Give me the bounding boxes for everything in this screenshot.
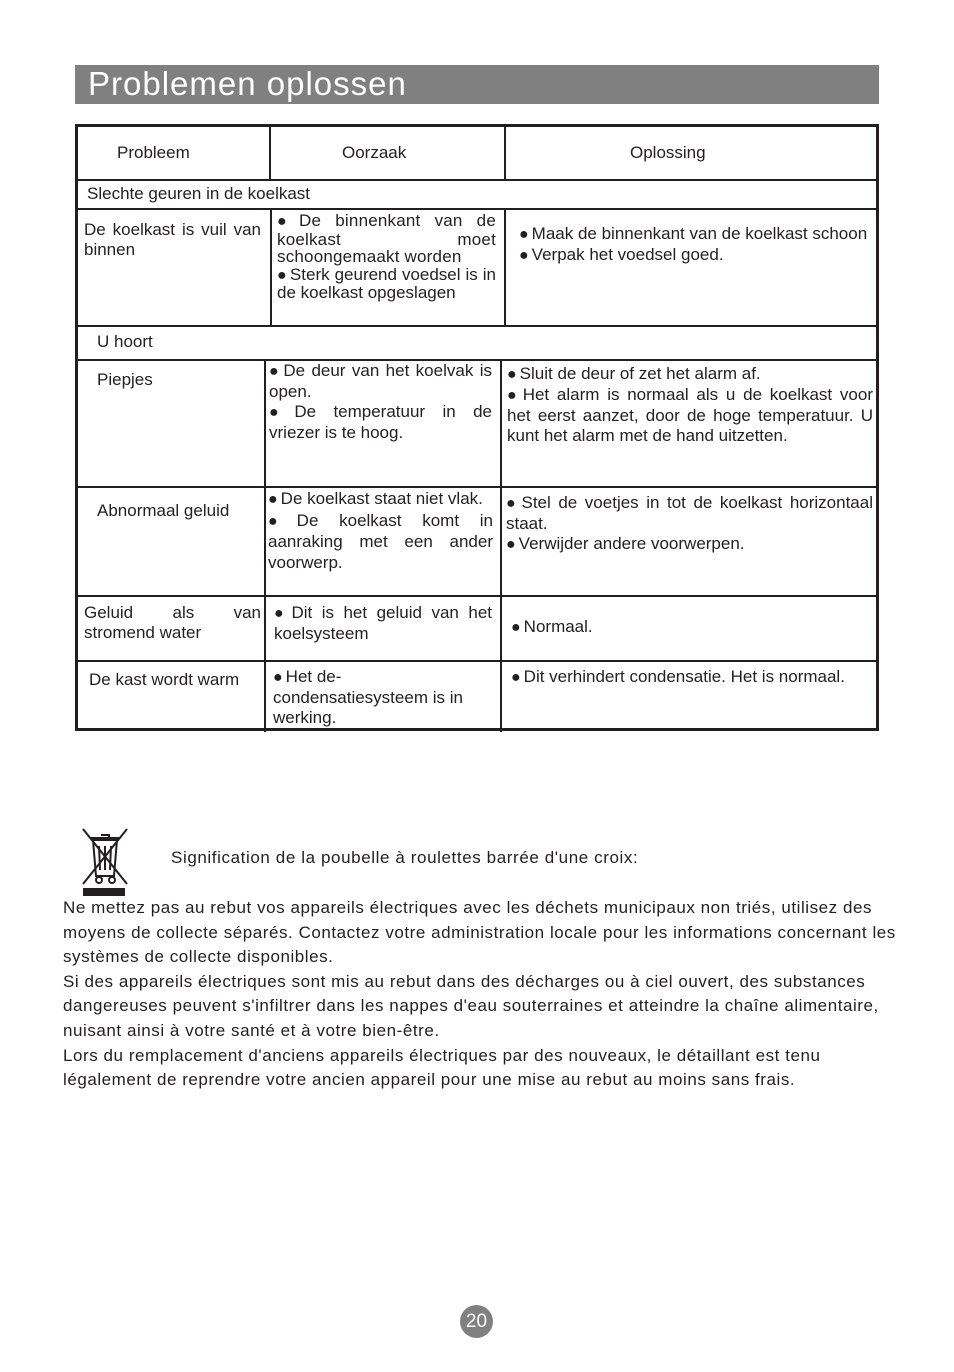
column-header-solution: Oplossing <box>630 143 706 162</box>
table-row <box>89 670 239 690</box>
table-row <box>84 603 261 643</box>
problem-text: De koelkast is vuil van binnen <box>84 220 261 259</box>
solution-cell <box>519 224 874 266</box>
section-label-smells: Slechte geuren in de koelkast <box>87 184 311 203</box>
cause-item: ● Dit is het geluid van het koelsysteem <box>274 603 492 644</box>
troubleshooting-table <box>75 124 879 731</box>
weee-paragraph: Si des appareils électriques sont mis au rebut dans des décharges ou à ciel ouvert, des substances dangereuses peuvent s'infiltrer dans les nappes d'eau souterraines et atteindre la chaîne alimentaire, nuisant ainsi à votre santé et à votre bien-être. <box>63 971 879 1040</box>
table-row <box>97 370 153 390</box>
solution-item: ● Dit verhindert condensatie. Het is normaal. <box>511 667 873 688</box>
solution-item: ● Stel de voetjes in tot de koelkast horizontaal staat. <box>506 493 873 534</box>
cause-item: ● De koelkast staat niet vlak. <box>268 489 493 511</box>
crossed-out-wheelie-bin-icon <box>80 826 130 898</box>
page-title: Problemen oplossen <box>88 65 407 102</box>
solution-item: ● Het alarm is normaal als u de koelkast voor het eerst aanzet, door de hoge temperatuur. U kunt het alarm met de hand uitzetten. <box>507 385 873 446</box>
cause-cell <box>268 489 493 573</box>
solution-cell <box>511 667 873 688</box>
section-label-sounds: U hoort <box>97 332 153 351</box>
solution-cell <box>507 364 873 446</box>
weee-paragraph: Ne mettez pas au rebut vos appareils électriques avec les déchets municipaux non triés, utilisez des moyens de collecte séparés. Contactez votre administration locale pour les informations concernant les systèmes de collecte disponibles. <box>63 898 896 967</box>
table-row <box>84 220 261 260</box>
problem-text: Piepjes <box>97 370 153 389</box>
cause-cell <box>274 603 492 644</box>
page-header <box>75 65 879 104</box>
cause-item: ● Sterk geurend voedsel is in de koelkast opgeslagen <box>277 266 496 302</box>
cause-item: ● De binnenkant van de koelkast moet schoongemaakt worden <box>277 212 496 266</box>
problem-text: De kast wordt warm <box>89 670 240 689</box>
problem-text: Abnormaal geluid <box>97 501 230 520</box>
solution-item: ● Verwijder andere voorwerpen. <box>506 534 873 555</box>
solution-item: ● Maak de binnenkant van de koelkast schoon <box>519 224 874 245</box>
weee-paragraph: Lors du remplacement d'anciens appareils électriques par des nouveaux, le détaillant est tenu légalement de reprendre votre ancien appareil pour une mise au rebut au moins sans frais. <box>63 1045 821 1090</box>
weee-notice <box>63 896 913 1093</box>
solution-cell <box>506 493 873 555</box>
cause-item: ● De temperatuur in de vriezer is te hoog. <box>269 402 492 443</box>
solution-item: ● Sluit de deur of zet het alarm af. <box>507 364 873 385</box>
column-header-cause: Oorzaak <box>342 143 407 162</box>
page-number: 20 <box>460 1305 493 1338</box>
cause-cell <box>273 667 473 728</box>
solution-item: ● Normaal. <box>511 617 873 638</box>
solution-cell <box>511 617 873 638</box>
problem-text: Geluid als van stromend water <box>84 603 261 642</box>
cause-item: ● Het de-condensatiesysteem is in werking. <box>273 667 473 728</box>
cause-item: ● De koelkast komt in aanraking met een ander voorwerp. <box>268 511 493 574</box>
table-row <box>97 501 229 521</box>
cause-cell <box>277 212 496 302</box>
weee-title: Signification de la poubelle à roulettes barrée d'une croix: <box>171 848 639 867</box>
solution-item: ● Verpak het voedsel goed. <box>519 245 874 266</box>
cause-cell <box>269 361 492 443</box>
column-header-problem: Probleem <box>117 143 190 162</box>
cause-item: ● De deur van het koelvak is open. <box>269 361 492 402</box>
